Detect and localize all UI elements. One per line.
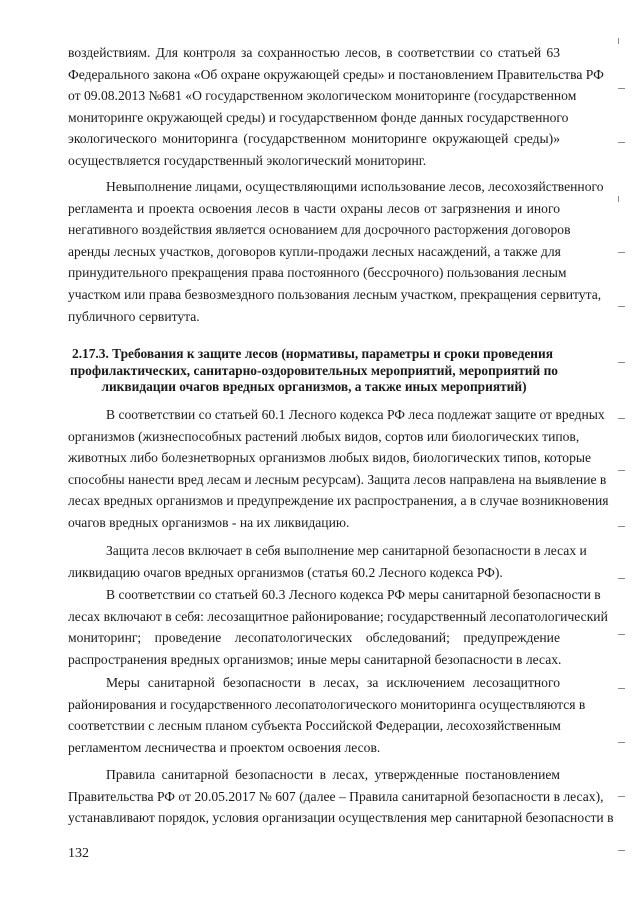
text-line: очагов вредных организмов - на их ликвидацию. bbox=[68, 514, 350, 530]
text-line: мониторинге окружающей среды) и государственном фонде данных государственного bbox=[68, 109, 569, 125]
scan-mark bbox=[618, 578, 625, 579]
scan-mark bbox=[618, 196, 619, 202]
scan-mark bbox=[618, 634, 625, 635]
text-line: Защита лесов включает в себя выполнение мер санитарной безопасности в лесах и bbox=[106, 543, 587, 558]
text-line: способны нанести вред лесам и лесным ресурсам). Защита лесов направлена на выявление в bbox=[68, 471, 607, 487]
text-line: воздействиям. Для контроля за сохранностью лесов, в соответствии со статьей 63 bbox=[68, 45, 560, 60]
page-number: 132 bbox=[68, 846, 89, 861]
heading-line: 2.17.3. Требования к защите лесов (нормативы, параметры и сроки проведения bbox=[72, 346, 553, 361]
article-60-3-paragraph bbox=[68, 584, 608, 670]
heading-line: профилактических, санитарно-оздоровительных мероприятий, мероприятий по bbox=[70, 362, 558, 378]
text-line: осуществляется государственный экологический мониторинг. bbox=[68, 152, 427, 168]
text-line: животных либо болезнетворных организмов любых видов, биологических типов, которые bbox=[68, 450, 592, 466]
scan-mark bbox=[618, 418, 625, 419]
text-line: ликвидацию очагов вредных организмов (статья 60.2 Лесного кодекса РФ). bbox=[68, 564, 503, 580]
scan-mark bbox=[618, 88, 625, 89]
text-line: лесах вредных организмов и предупреждение их распространения, а в случае возникновения bbox=[68, 493, 609, 509]
text-line: Федерального закона «Об охране окружающей среды» и постановлением Правительства РФ bbox=[68, 66, 604, 82]
scan-mark bbox=[618, 796, 625, 797]
violation-paragraph bbox=[68, 176, 604, 327]
scan-mark bbox=[618, 142, 625, 143]
text-line: мониторинг; проведение лесопатологических обследований; предупреждение bbox=[68, 630, 560, 646]
scan-mark bbox=[618, 470, 625, 471]
heading-line: ликвидации очагов вредных организмов, а также иных мероприятий) bbox=[101, 379, 527, 395]
text-line: аренды лесных участков, договоров купли-продажи лесных насаждений, а также для bbox=[68, 243, 561, 259]
text-line: Правительства РФ от 20.05.2017 № 607 (далее – Правила санитарной безопасности в лесах), bbox=[68, 788, 604, 804]
scan-mark bbox=[618, 252, 625, 253]
text-line: соответствии с лесным планом субъекта Российской Федерации, лесохозяйственным bbox=[68, 718, 561, 734]
text-line: распространения вредных организмов; иные меры санитарной безопасности в лесах. bbox=[68, 651, 562, 667]
sanitary-measures-paragraph bbox=[68, 672, 586, 758]
text-line: организмов (жизнеспособных растений любых видов, сортов или биологических типов, bbox=[68, 428, 580, 444]
article-60-2-paragraph bbox=[68, 540, 587, 583]
text-line: В соответствии со статьей 60.1 Лесного кодекса РФ леса подлежат защите от вредных bbox=[106, 407, 605, 422]
text-line: негативного воздействия является основанием для досрочного расторжения договоров bbox=[68, 222, 571, 238]
article-60-1-paragraph bbox=[68, 404, 609, 534]
text-line: лесах включают в себя: лесозащитное районирование; государственный лесопатологический bbox=[68, 608, 608, 624]
text-line: от 09.08.2013 №681 «О государственном экологическом мониторинге (государственном bbox=[68, 88, 577, 104]
scan-mark bbox=[618, 306, 625, 307]
sanitary-rules-paragraph bbox=[68, 764, 614, 829]
text-line: Невыполнение лицами, осуществляющими использование лесов, лесохозяйственного bbox=[106, 179, 604, 194]
scan-mark bbox=[618, 850, 625, 851]
section-heading bbox=[68, 346, 560, 396]
text-line: устанавливают порядок, условия организации осуществления мер санитарной безопасности в bbox=[68, 810, 614, 826]
text-line: участком или права безвозмездного пользования лесным участком, прекращения сервитута, bbox=[68, 286, 602, 302]
scan-mark bbox=[618, 362, 625, 363]
scan-mark bbox=[618, 688, 625, 689]
scan-mark bbox=[618, 742, 625, 743]
text-line: В соответствии со статьей 60.3 Лесного кодекса РФ меры санитарной безопасности в bbox=[106, 587, 601, 602]
text-line: регламентом лесничества и проектом освоения лесов. bbox=[68, 739, 381, 755]
scan-mark bbox=[618, 526, 625, 527]
intro-paragraph bbox=[68, 42, 604, 172]
text-line: принудительного прекращения права постоянного (бессрочного) пользования лесным bbox=[68, 265, 567, 281]
text-line: Меры санитарной безопасности в лесах, за исключением лесозащитного bbox=[106, 675, 560, 690]
text-line: экологического мониторинга (государственном мониторинге окружающей среды)» bbox=[68, 131, 560, 147]
text-line: публичного сервитута. bbox=[68, 308, 200, 324]
scan-mark bbox=[618, 38, 619, 44]
text-line: регламента и проекта освоения лесов в части охраны лесов от загрязнения и иного bbox=[68, 200, 560, 216]
text-line: районирования и государственного лесопатологического мониторинга осуществляются в bbox=[68, 696, 586, 712]
text-line: Правила санитарной безопасности в лесах, утвержденные постановлением bbox=[106, 767, 560, 782]
